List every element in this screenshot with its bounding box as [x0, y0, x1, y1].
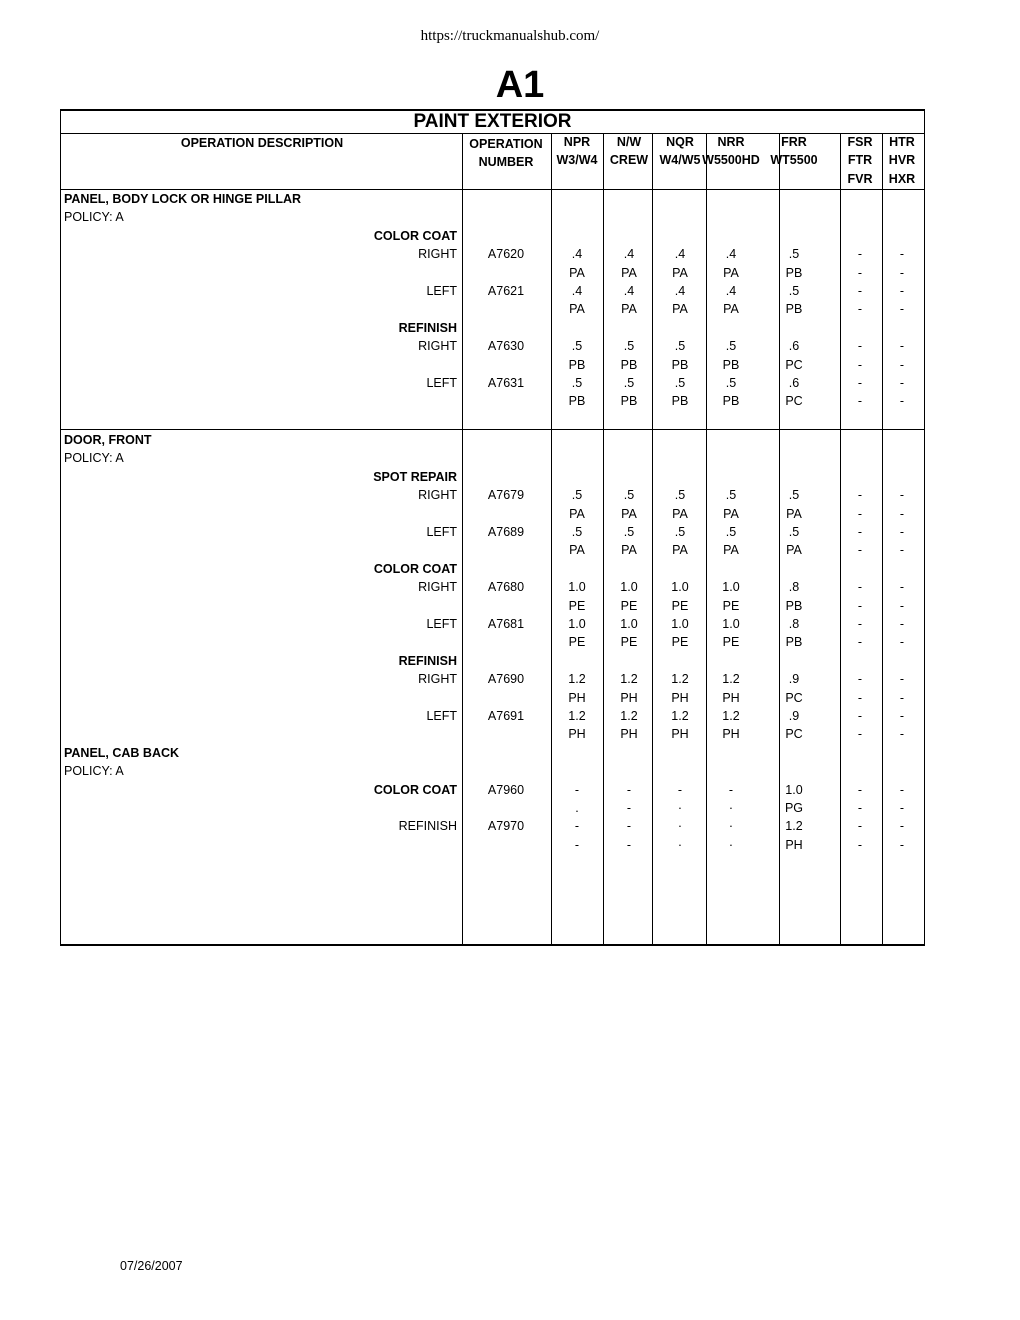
labor-time-value: .4 — [571, 247, 583, 262]
paint-code-value: - — [899, 801, 905, 815]
labor-time-value: - — [857, 284, 863, 298]
operation-number: A7620 — [487, 247, 525, 262]
paint-code-value: - — [857, 690, 863, 705]
header-model: FVR — [847, 171, 873, 186]
paint-code-value: PE — [722, 635, 740, 650]
paint-code-value: - — [857, 837, 863, 852]
operation-group-label: REFINISH — [398, 653, 457, 668]
paint-code-value: PA — [621, 302, 637, 317]
paint-code-value: PB — [722, 394, 740, 409]
paint-code-value: PA — [621, 506, 637, 521]
paint-code-value: PA — [723, 543, 739, 558]
labor-time-value: .5 — [674, 376, 686, 390]
header-model: FRR — [781, 135, 807, 149]
paint-code-value: PA — [723, 265, 739, 280]
page-code: A1 — [495, 64, 545, 106]
header-model: W4/W5 — [659, 153, 701, 168]
labor-time-value: 1.2 — [568, 672, 586, 687]
paint-code-value: PH — [620, 727, 638, 742]
header-model: NPR — [563, 135, 591, 149]
paint-code-value: - — [857, 302, 863, 317]
operation-side-label: LEFT — [426, 284, 457, 298]
paint-code-value: PE — [671, 598, 689, 613]
paint-code-value: PB — [785, 598, 803, 613]
operation-number: A7631 — [487, 376, 525, 390]
labor-time-value: - — [626, 782, 632, 797]
labor-time-value: .5 — [674, 525, 686, 539]
policy-label: POLICY: A — [64, 451, 124, 466]
labor-time-value: .4 — [674, 247, 686, 262]
labor-time-value: 1.2 — [785, 819, 803, 834]
labor-time-value: .5 — [725, 339, 737, 354]
operation-number: A7690 — [487, 672, 525, 687]
operation-side-label: LEFT — [426, 617, 457, 631]
paint-code-value: PB — [722, 357, 740, 372]
paint-code-value: PH — [671, 690, 689, 705]
paint-code-value: PB — [620, 357, 638, 372]
paint-code-value: - — [626, 837, 632, 852]
labor-time-value: - — [899, 580, 905, 595]
operation-number: A7621 — [487, 284, 525, 298]
paint-code-value: PA — [786, 506, 802, 521]
labor-time-value: - — [899, 709, 905, 723]
paint-code-value: PA — [621, 543, 637, 558]
labor-time-value: - — [899, 339, 905, 354]
paint-code-value: PG — [784, 801, 804, 815]
paint-code-value: PB — [785, 302, 803, 317]
labor-time-value: - — [899, 376, 905, 390]
footer-date: 07/26/2007 — [120, 1259, 183, 1273]
paint-code-value: PC — [785, 690, 803, 705]
operation-number: A7630 — [487, 339, 525, 354]
paint-code-value: - — [857, 506, 863, 521]
labor-time-value: .4 — [674, 284, 686, 298]
labor-time-value: .5 — [623, 339, 635, 354]
labor-time-value: · — [677, 819, 683, 834]
labor-time-value: .9 — [788, 709, 800, 723]
header-model: HTR — [889, 135, 915, 149]
labor-time-value: .6 — [788, 376, 800, 390]
operation-side-label: RIGHT — [418, 672, 457, 687]
labor-time-value: .6 — [788, 339, 800, 354]
labor-time-value: 1.0 — [568, 617, 586, 631]
operation-group-label: SPOT REPAIR — [373, 469, 457, 484]
labor-time-value: 1.2 — [620, 709, 638, 723]
paint-code-value: PH — [722, 690, 740, 705]
paint-code-value: PB — [568, 357, 586, 372]
operation-side-label: COLOR COAT — [373, 782, 457, 797]
paint-code-value: PE — [568, 635, 586, 650]
header-model: NRR — [717, 135, 745, 149]
paint-code-value: PA — [569, 302, 585, 317]
paint-code-value: PH — [620, 690, 638, 705]
paint-code-value: - — [899, 598, 905, 613]
labor-time-value: .5 — [571, 525, 583, 539]
paint-code-value: PE — [620, 598, 638, 613]
labor-time-value: .4 — [571, 284, 583, 298]
labor-time-value: 1.0 — [671, 580, 689, 595]
labor-time-value: .5 — [725, 488, 737, 503]
paint-code-value: · — [677, 801, 683, 815]
labor-time-value: - — [857, 339, 863, 354]
labor-time-value: .4 — [623, 284, 635, 298]
paint-code-value: - — [857, 635, 863, 650]
labor-time-value: · — [728, 819, 734, 834]
operation-side-label: LEFT — [426, 376, 457, 390]
labor-time-value: .5 — [623, 376, 635, 390]
labor-time-value: .5 — [623, 525, 635, 539]
labor-time-value: .8 — [788, 617, 800, 631]
paint-code-value: PH — [568, 727, 586, 742]
paint-code-value: PH — [785, 837, 803, 852]
labor-time-value: .5 — [788, 284, 800, 298]
labor-table — [60, 109, 925, 946]
paint-code-value: · — [728, 837, 734, 852]
labor-time-value: 1.2 — [722, 672, 740, 687]
header-model: FSR — [847, 135, 873, 149]
paint-code-value: PA — [672, 265, 688, 280]
labor-time-value: - — [899, 617, 905, 631]
paint-code-value: - — [574, 837, 580, 852]
paint-code-value: PB — [568, 394, 586, 409]
labor-time-value: 1.0 — [785, 782, 803, 797]
operation-number: A7970 — [487, 819, 525, 834]
paint-code-value: PB — [785, 635, 803, 650]
header-model: W5500HD — [702, 153, 760, 168]
operation-number: A7681 — [487, 617, 525, 631]
header-model: HXR — [888, 171, 916, 186]
labor-time-value: - — [677, 782, 683, 797]
paint-code-value: - — [899, 506, 905, 521]
labor-time-value: - — [857, 617, 863, 631]
paint-code-value: PB — [620, 394, 638, 409]
header-model: FTR — [847, 153, 873, 168]
operation-side-label: LEFT — [426, 709, 457, 723]
labor-time-value: .5 — [788, 488, 800, 503]
paint-code-value: PC — [785, 394, 803, 409]
labor-time-value: .5 — [725, 525, 737, 539]
paint-code-value: PB — [785, 265, 803, 280]
paint-code-value: PA — [569, 506, 585, 521]
labor-time-value: - — [899, 672, 905, 687]
labor-time-value: - — [857, 376, 863, 390]
paint-code-value: PH — [722, 727, 740, 742]
paint-code-value: PE — [620, 635, 638, 650]
section-divider — [61, 429, 924, 430]
labor-time-value: - — [857, 488, 863, 503]
operation-side-label: RIGHT — [418, 488, 457, 503]
operation-number: A7691 — [487, 709, 525, 723]
operation-side-label: RIGHT — [418, 247, 457, 262]
paint-code-value: - — [899, 302, 905, 317]
paint-code-value: PC — [785, 727, 803, 742]
paint-code-value: PA — [672, 302, 688, 317]
paint-code-value: PA — [723, 506, 739, 521]
paint-code-value: - — [857, 357, 863, 372]
section-title: PANEL, BODY LOCK OR HINGE PILLAR — [64, 192, 302, 206]
paint-code-value: PB — [671, 394, 689, 409]
paint-code-value: PA — [621, 265, 637, 280]
labor-time-value: - — [857, 782, 863, 797]
paint-code-value: PA — [569, 543, 585, 558]
operation-side-label: RIGHT — [418, 580, 457, 595]
paint-code-value: - — [857, 265, 863, 280]
paint-code-value: PA — [672, 506, 688, 521]
labor-time-value: .8 — [788, 580, 800, 595]
labor-time-value: .5 — [674, 339, 686, 354]
paint-code-value: PC — [785, 357, 803, 372]
labor-time-value: .4 — [725, 284, 737, 298]
paint-code-value: PE — [671, 635, 689, 650]
labor-time-value: .4 — [725, 247, 737, 262]
labor-time-value: 1.2 — [722, 709, 740, 723]
labor-time-value: - — [857, 247, 863, 262]
labor-time-value: .5 — [788, 247, 800, 262]
header-model: N/W — [616, 135, 642, 149]
labor-time-value: 1.2 — [568, 709, 586, 723]
labor-time-value: - — [899, 782, 905, 797]
paint-code-value: PA — [672, 543, 688, 558]
section-title: DOOR, FRONT — [64, 433, 152, 447]
paint-code-value: - — [899, 727, 905, 742]
operation-number: A7689 — [487, 525, 525, 539]
operation-group-label: COLOR COAT — [373, 561, 457, 576]
labor-time-value: 1.0 — [620, 580, 638, 595]
labor-time-value: .5 — [571, 376, 583, 390]
labor-time-value: 1.0 — [671, 617, 689, 631]
paint-code-value: · — [677, 837, 683, 852]
paint-code-value: - — [857, 394, 863, 409]
header-model: NQR — [666, 135, 694, 149]
labor-time-value: .9 — [788, 672, 800, 687]
labor-time-value: - — [626, 819, 632, 834]
labor-time-value: 1.0 — [568, 580, 586, 595]
paint-code-value: - — [857, 801, 863, 815]
operation-group-label: REFINISH — [398, 320, 457, 335]
paint-code-value: - — [899, 357, 905, 372]
labor-time-value: - — [857, 819, 863, 834]
operation-side-label: REFINISH — [398, 819, 457, 834]
labor-time-value: .5 — [725, 376, 737, 390]
paint-code-value: - — [857, 543, 863, 558]
paint-code-value: - — [857, 598, 863, 613]
paint-code-value: . — [575, 801, 579, 815]
labor-time-value: .5 — [571, 488, 583, 503]
table-title: PAINT EXTERIOR — [61, 111, 924, 134]
paint-code-value: - — [899, 394, 905, 409]
paint-code-value: PE — [568, 598, 586, 613]
operation-side-label: LEFT — [426, 525, 457, 539]
source-url: https://truckmanualshub.com/ — [420, 28, 600, 44]
labor-time-value: - — [899, 284, 905, 298]
policy-label: POLICY: A — [64, 764, 124, 779]
paint-code-value: · — [728, 801, 734, 815]
header-model: W3/W4 — [556, 153, 598, 168]
paint-code-value: PH — [568, 690, 586, 705]
header-operation-number: NUMBER — [478, 154, 534, 169]
labor-time-value: 1.0 — [722, 617, 740, 631]
labor-time-value: - — [728, 782, 734, 797]
labor-time-value: .5 — [674, 488, 686, 503]
paint-code-value: - — [899, 837, 905, 852]
labor-time-value: .4 — [623, 247, 635, 262]
paint-code-value: - — [899, 635, 905, 650]
labor-time-value: 1.2 — [671, 709, 689, 723]
paint-code-value: PB — [671, 357, 689, 372]
paint-code-value: - — [899, 543, 905, 558]
labor-time-value: .5 — [788, 525, 800, 539]
labor-time-value: 1.0 — [722, 580, 740, 595]
labor-time-value: .5 — [623, 488, 635, 503]
labor-time-value: - — [857, 709, 863, 723]
labor-time-value: 1.2 — [671, 672, 689, 687]
operation-number: A7679 — [487, 488, 525, 503]
section-title: PANEL, CAB BACK — [64, 745, 180, 760]
labor-time-value: - — [857, 580, 863, 595]
paint-code-value: PA — [569, 265, 585, 280]
labor-time-value: .5 — [571, 339, 583, 354]
paint-code-value: PA — [786, 543, 802, 558]
paint-code-value: - — [899, 690, 905, 705]
operation-number: A7680 — [487, 580, 525, 595]
labor-time-value: - — [857, 525, 863, 539]
operation-group-label: COLOR COAT — [373, 228, 457, 243]
labor-time-value: 1.0 — [620, 617, 638, 631]
header-model: CREW — [609, 153, 649, 168]
paint-code-value: PH — [671, 727, 689, 742]
labor-time-value: 1.2 — [620, 672, 638, 687]
labor-time-value: - — [899, 488, 905, 503]
labor-time-value: - — [574, 782, 580, 797]
header-model: HVR — [888, 153, 916, 168]
paint-code-value: - — [899, 265, 905, 280]
labor-time-value: - — [899, 247, 905, 262]
paint-code-value: PE — [722, 598, 740, 613]
header-operation-number: OPERATION — [469, 136, 543, 151]
labor-time-value: - — [857, 672, 863, 687]
labor-time-value: - — [574, 819, 580, 834]
paint-code-value: PA — [723, 302, 739, 317]
header-operation-description: OPERATION DESCRIPTION — [180, 136, 344, 150]
operation-number: A7960 — [487, 782, 525, 797]
paint-code-value: - — [857, 727, 863, 742]
policy-label: POLICY: A — [64, 210, 124, 225]
paint-code-value: - — [626, 801, 632, 815]
labor-time-value: - — [899, 819, 905, 834]
labor-time-value: - — [899, 525, 905, 539]
header-model: WT5500 — [770, 153, 818, 168]
operation-side-label: RIGHT — [418, 339, 457, 354]
